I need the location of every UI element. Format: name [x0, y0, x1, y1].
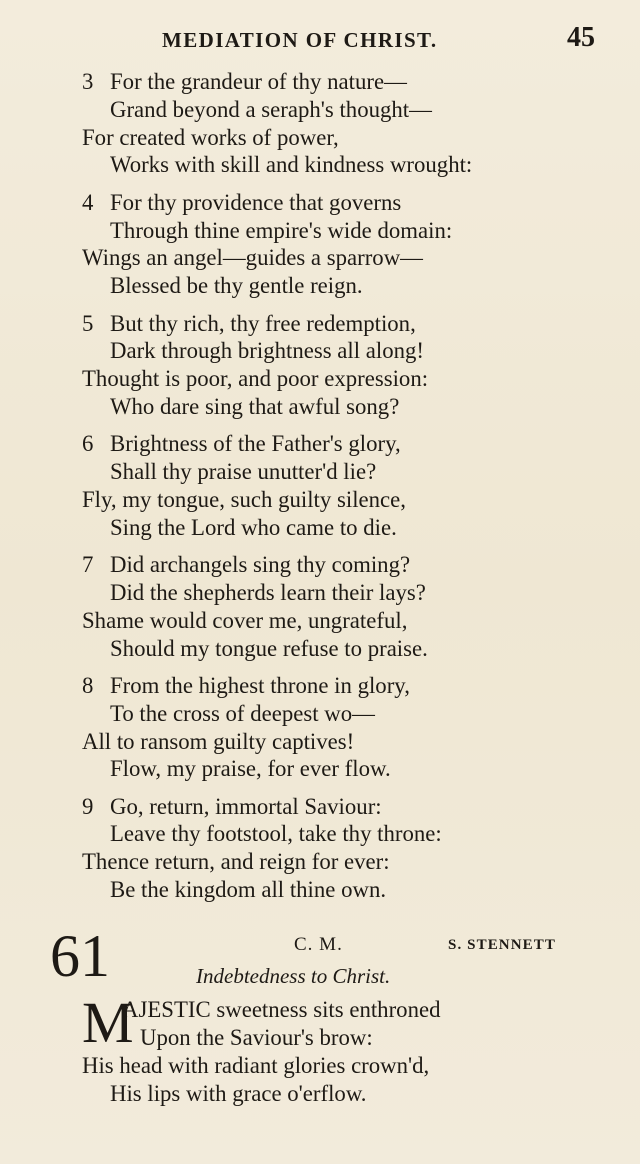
stanza-number: 4 [82, 189, 94, 215]
stanza-line: All to ransom guilty captives! [82, 728, 355, 754]
hymn-subject: Indebtedness to Christ. [196, 964, 391, 988]
stanza-line: Flow, my praise, for ever flow. [110, 756, 391, 782]
stanza-number: 3 [82, 69, 94, 94]
stanza-line: Dark through brightness all along! [110, 338, 425, 364]
stanza-line: To the cross of deepest wo— [110, 700, 375, 726]
stanza-line: His head with radiant glories crown'd, [82, 1053, 430, 1078]
hymn-60-continuation [0, 68, 640, 913]
stanza-3 [0, 68, 640, 179]
hymn-61-text [0, 990, 640, 1108]
stanza-line: Upon the Saviour's brow: [140, 1025, 373, 1050]
stanza-line: Should my tongue refuse to praise. [110, 635, 428, 661]
stanza-6 [0, 430, 640, 541]
running-title: MEDIATION OF CHRIST. [162, 28, 438, 52]
hymn-author: S. STENNETT [448, 937, 556, 953]
stanza-line: Works with skill and kindness wrought: [110, 152, 473, 178]
stanza-number: 6 [82, 431, 94, 457]
page-number: 45 [567, 22, 595, 53]
stanza-line: Did the shepherds learn their lays? [110, 579, 426, 605]
stanza-7 [0, 551, 640, 662]
stanza-9 [0, 793, 640, 904]
stanza-line: Shall thy praise unutter'd lie? [110, 459, 377, 485]
stanza-number: 7 [82, 552, 94, 578]
stanza-8 [0, 672, 640, 783]
drop-cap: M [82, 990, 134, 1055]
stanza-line: Fly, my tongue, such guilty silence, [82, 486, 406, 512]
stanza-number: 5 [82, 310, 94, 336]
hymn-meter: C. M. [294, 934, 343, 955]
stanza-5 [0, 310, 640, 421]
stanza-line: Blessed be thy gentle reign. [110, 273, 363, 299]
stanza-line: His lips with grace o'erflow. [110, 1081, 367, 1106]
stanza-line: 5 But thy rich, thy free redemption, [82, 310, 416, 336]
hymn-number: 61 [50, 923, 110, 989]
stanza-line: 3 For the grandeur of thy nature— [82, 69, 407, 94]
page-header [0, 24, 640, 60]
stanza-line: Thence return, and reign for ever: [82, 849, 390, 875]
stanza-line: Through thine empire's wide domain: [110, 217, 453, 243]
stanza-line: 7 Did archangels sing thy coming? [82, 552, 411, 578]
stanza-line: Who dare sing that awful song? [110, 393, 400, 419]
stanza-line: 8 From the highest throne in glory, [82, 672, 410, 698]
stanza-line: 9 Go, return, immortal Saviour: [82, 793, 382, 819]
stanza-line: AJESTIC sweetness sits enthroned [122, 997, 441, 1022]
stanza-number: 8 [82, 672, 94, 698]
stanza-line: Shame would cover me, ungrateful, [82, 607, 408, 633]
stanza-line: Sing the Lord who came to die. [110, 514, 397, 540]
stanza-line: Wings an angel—guides a sparrow— [82, 245, 423, 271]
stanza-4 [0, 189, 640, 300]
stanza-line: 4 For thy providence that governs [82, 189, 402, 215]
stanza-line: Grand beyond a seraph's thought— [110, 96, 432, 122]
stanza-line: For created works of power, [82, 124, 339, 150]
hymn-61-header [0, 923, 640, 989]
stanza-line: 6 Brightness of the Father's glory, [82, 431, 401, 457]
stanza-number: 9 [82, 793, 94, 819]
stanza-line: Be the kingdom all thine own. [110, 877, 387, 903]
stanza-line: Leave thy footstool, take thy throne: [110, 821, 442, 847]
stanza-line: Thought is poor, and poor expression: [82, 366, 429, 392]
